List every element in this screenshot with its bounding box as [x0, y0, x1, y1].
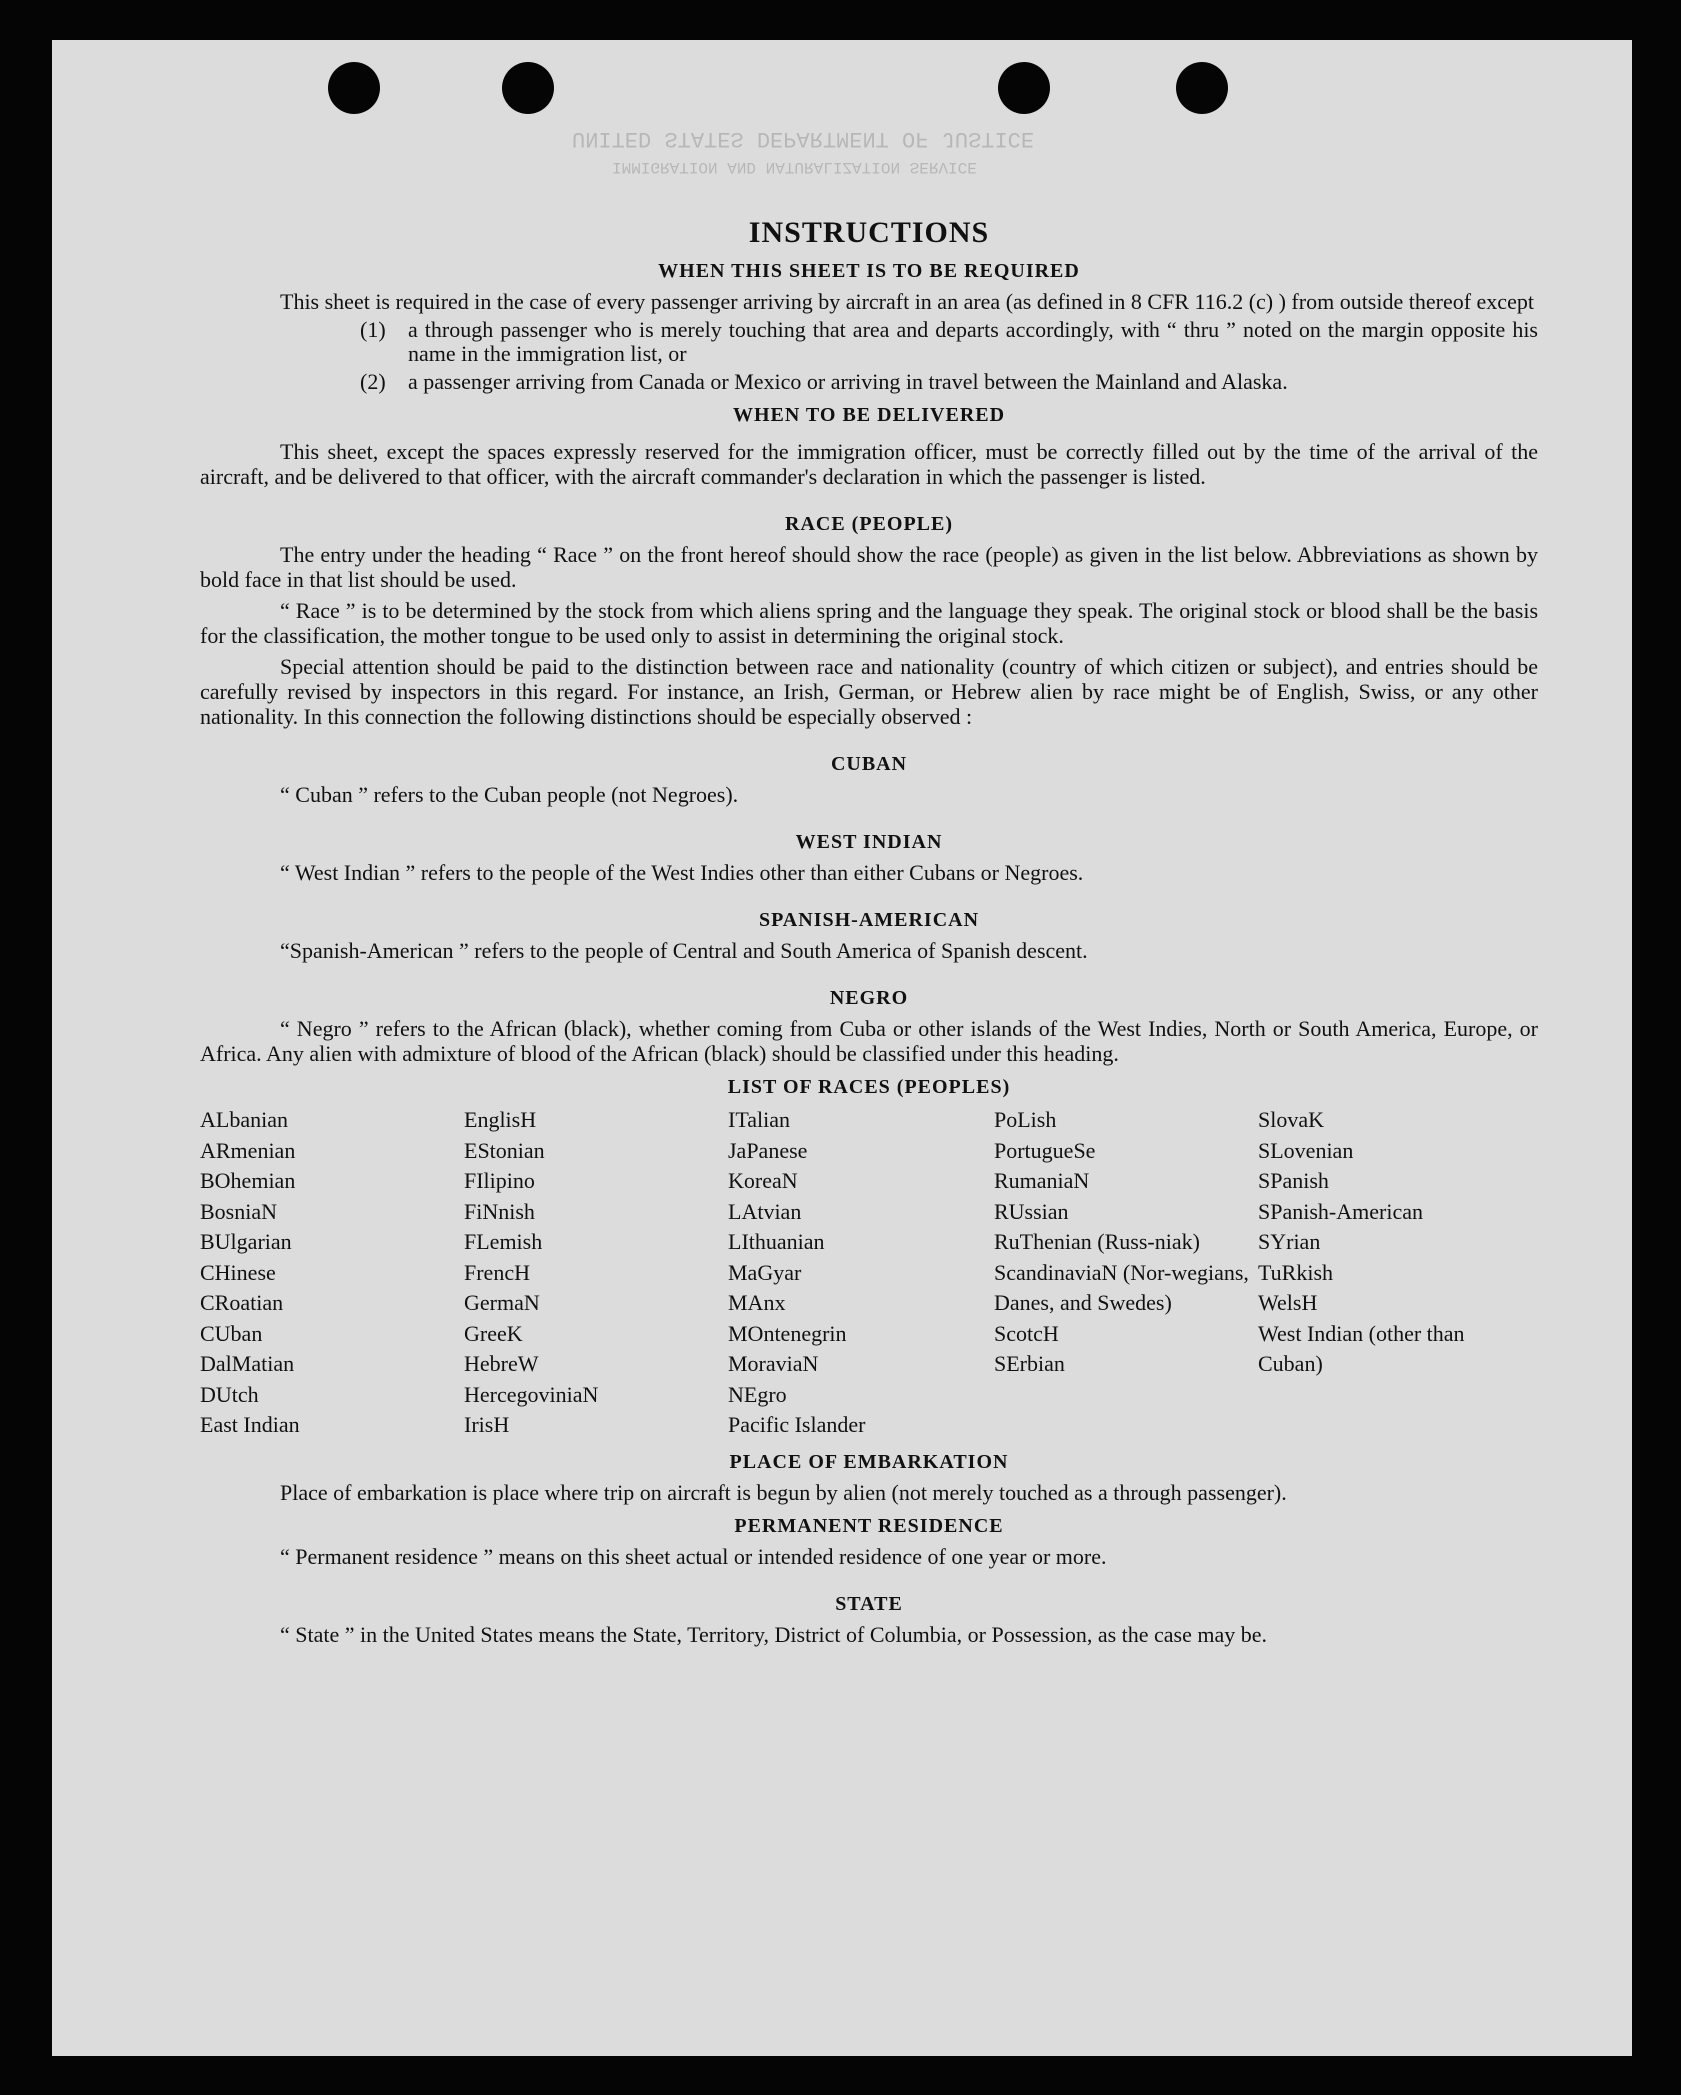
bleed-through-text: IMMIGRATION AND NATURALIZATION SERVICE	[612, 158, 977, 176]
section-heading-state: STATE	[835, 1592, 903, 1615]
list-item: IrisH	[464, 1412, 510, 1437]
list-item: BOhemian	[200, 1168, 296, 1193]
page-title: INSTRUCTIONS	[748, 216, 990, 249]
paragraph-race-2: “ Race ” is to be determined by the stock from which aliens spring and the language they speak. The original stock or blood shall be the basis for the classification, the mother tongue to be used only to assist in determining the original stock.	[200, 598, 1538, 648]
list-item: LAtvian	[728, 1198, 802, 1224]
list-item: HebreW	[464, 1351, 539, 1376]
section-heading-delivered: WHEN TO BE DELIVERED	[732, 404, 1006, 426]
section-heading-race: RACE (PEOPLE)	[785, 513, 953, 535]
item-number: (2)	[360, 369, 386, 394]
section-heading-negro: NEGRO	[829, 987, 909, 1009]
list-item: FLemish	[464, 1229, 543, 1254]
list-item: LIthuanian	[728, 1229, 825, 1254]
list-item: RUssian	[994, 1198, 1069, 1224]
list-item: KoreaN	[728, 1168, 798, 1193]
list-item: SLovenian	[1258, 1137, 1354, 1163]
section-heading-races: LIST OF RACES (PEOPLES)	[727, 1076, 1011, 1098]
list-item: ScotcH	[994, 1320, 1059, 1346]
list-item: MaGyar	[728, 1259, 802, 1285]
bleed-through-text: UNITED STATES DEPARTMENT OF JUSTICE	[572, 126, 1035, 151]
punch-hole	[998, 62, 1050, 114]
punch-hole	[1176, 62, 1228, 114]
paragraph-required: This sheet is required in the case of every passenger arriving by aircraft in an area (as defined in 8 CFR 116.2 (c) ) from outside thereof except	[280, 289, 1534, 314]
race-column	[728, 1105, 994, 1441]
section-heading-spanish-american: SPANISH-AMERICAN	[758, 909, 980, 931]
paragraph-race-1: The entry under the heading “ Race ” on the front hereof should show the race (people) as given in the list below. Abbreviations as shown by bold face in that list should be used.	[200, 542, 1538, 592]
list-item: FIlipino	[464, 1168, 535, 1193]
list-item: RumaniaN	[994, 1168, 1090, 1193]
section-heading-residence: PERMANENT RESIDENCE	[734, 1514, 1004, 1537]
list-item: BosniaN	[200, 1198, 277, 1224]
paragraph-negro: “ Negro ” refers to the African (black), whether coming from Cuba or other islands of the West Indies, North or South America, Europe, or Africa. Any alien with admixture of blood of the African (black) should be classified under this heading.	[200, 1016, 1538, 1066]
list-item: MAnx	[728, 1290, 786, 1315]
list-item: East Indian	[200, 1412, 300, 1437]
race-column	[200, 1105, 464, 1441]
section-heading-embarkation: PLACE OF EMBARKATION	[729, 1450, 1009, 1473]
race-column	[464, 1105, 728, 1441]
punch-hole	[328, 62, 380, 114]
list-item: HercegoviniaN	[464, 1381, 599, 1407]
list-item: ScandinaviaN (Nor-wegians, Danes, and Swedes)	[994, 1259, 1249, 1315]
section-heading-west-indian: WEST INDIAN	[795, 831, 943, 853]
list-item: MoraviaN	[728, 1351, 819, 1376]
list-item: PortugueSe	[994, 1137, 1096, 1163]
list-item: MOntenegrin	[728, 1320, 847, 1346]
paragraph-embarkation: Place of embarkation is place where trip on aircraft is begun by alien (not merely touched as a through passenger).	[280, 1479, 1287, 1505]
list-item: FiNnish	[464, 1198, 535, 1224]
instructions-content	[200, 176, 1538, 1647]
list-item: GermaN	[464, 1290, 540, 1315]
paragraph-delivered: This sheet, except the spaces expressly reserved for the immigration officer, must be correctly filled out by the time of the arrival of the aircraft, and be delivered to that officer, with the aircraft commander's declaration in which the passenger is listed.	[200, 439, 1538, 489]
list-item: CRoatian	[200, 1290, 284, 1315]
list-item: JaPanese	[728, 1137, 808, 1163]
list-item: Pacific Islander	[728, 1412, 866, 1437]
item-number: (1)	[360, 317, 386, 342]
list-item: West Indian (other than Cuban)	[1258, 1320, 1465, 1376]
section-heading-required: WHEN THIS SHEET IS TO BE REQUIRED	[658, 260, 1080, 282]
paragraph-residence: “ Permanent residence ” means on this sheet actual or intended residence of one year or more.	[280, 1543, 1107, 1569]
race-list	[200, 1105, 1538, 1441]
list-item: SPanish-American	[1258, 1198, 1423, 1224]
list-item: SPanish	[1258, 1168, 1329, 1193]
paragraph-west-indian: “ West Indian ” refers to the people of the West Indies other than either Cubans or Negroes.	[280, 860, 1084, 885]
item-text: a through passenger who is merely touching that area and departs accordingly, with “ thru ” noted on the margin opposite his name in the immigration list, or	[408, 317, 1538, 366]
paragraph-cuban: “ Cuban ” refers to the Cuban people (not Negroes).	[280, 782, 739, 807]
list-item: FrencH	[464, 1259, 530, 1285]
list-item: GreeK	[464, 1320, 523, 1346]
list-item: WelsH	[1258, 1290, 1318, 1315]
race-column	[1258, 1105, 1498, 1441]
list-item: ALbanian	[200, 1107, 288, 1132]
list-item	[360, 318, 1538, 366]
list-item: NEgro	[728, 1381, 787, 1407]
list-item: BUlgarian	[200, 1229, 292, 1254]
list-item: DalMatian	[200, 1351, 295, 1376]
list-item: SYrian	[1258, 1229, 1321, 1254]
list-item: CHinese	[200, 1259, 276, 1285]
list-item: SErbian	[994, 1351, 1065, 1376]
document-sheet	[52, 40, 1632, 2056]
list-item: DUtch	[200, 1381, 259, 1407]
paragraph-state: “ State ” in the United States means the State, Territory, District of Columbia, or Possession, as the case may be.	[280, 1621, 1268, 1647]
list-item: RuThenian (Russ-niak)	[994, 1229, 1200, 1254]
list-item: ARmenian	[200, 1137, 296, 1163]
list-item: EStonian	[464, 1137, 545, 1163]
item-text: a passenger arriving from Canada or Mexico or arriving in travel between the Mainland and Alaska.	[408, 369, 1288, 394]
list-item	[360, 370, 1538, 394]
paragraph-race-3: Special attention should be paid to the distinction between race and nationality (country of which citizen or subject), and entries should be carefully revised by inspectors in this regard. For instance, an Irish, German, or Hebrew alien by race might be of English, Swiss, or any other nationality. In this connection the following distinctions should be especially observed :	[200, 654, 1538, 729]
list-item: EnglisH	[464, 1107, 537, 1132]
paragraph-spanish-american: “Spanish-American ” refers to the people of Central and South America of Spanish descent.	[280, 938, 1088, 963]
list-item: PoLish	[994, 1107, 1057, 1132]
list-item: CUban	[200, 1320, 263, 1346]
list-item: ITalian	[728, 1107, 790, 1132]
section-heading-cuban: CUBAN	[830, 753, 908, 775]
punch-hole	[502, 62, 554, 114]
race-column	[994, 1105, 1258, 1441]
list-item: TuRkish	[1258, 1259, 1334, 1285]
list-item: SlovaK	[1258, 1107, 1324, 1132]
